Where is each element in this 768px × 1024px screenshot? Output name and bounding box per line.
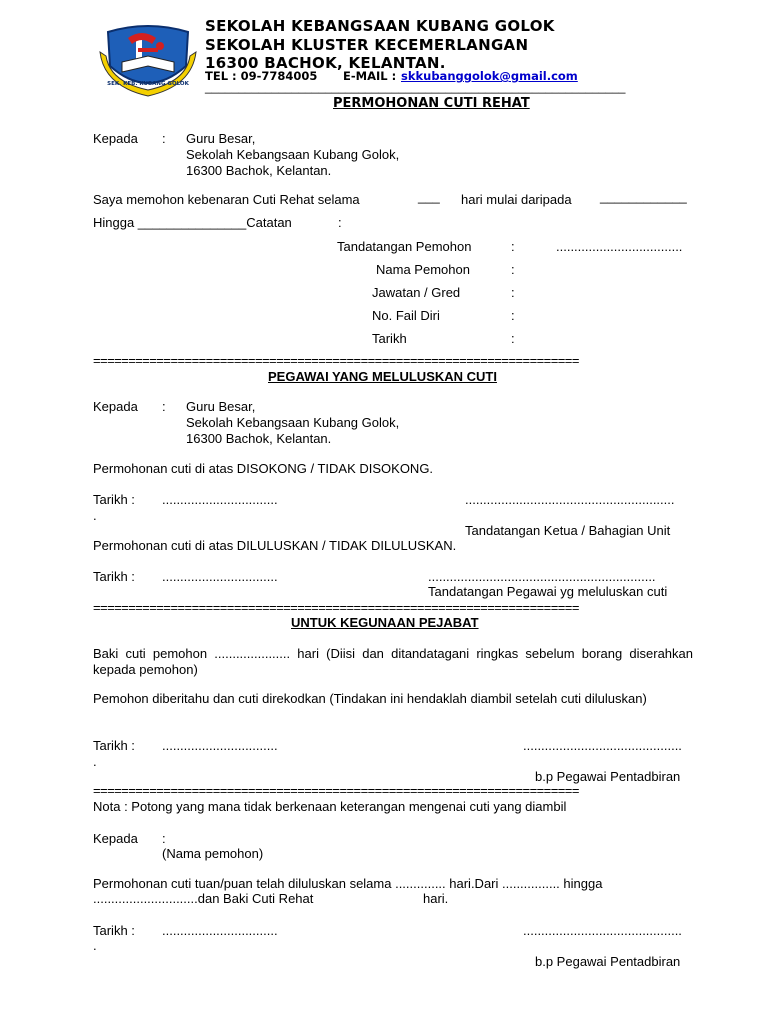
notified-text: Pemohon diberitahu dan cuti direkodkan (Tindakan ini hendaklah diambil setelah cuti diluluskan) (93, 691, 647, 706)
signature-caption: b.p Pegawai Pentadbiran (535, 769, 681, 784)
support-statement: Permohonan cuti di atas DISOKONG / TIDAK DISOKONG. (93, 461, 434, 476)
days-blank[interactable]: ___ (418, 189, 440, 204)
dot: . (93, 754, 97, 769)
signature-caption: Tandatangan Ketua / Bahagian Unit (465, 523, 671, 538)
approval-notice-line-1: Permohonan cuti tuan/puan telah diluluskan selama .............. hari.Dari ................ hingga (93, 876, 603, 891)
email-link[interactable]: skkubanggolok@gmail.com (401, 69, 578, 83)
dot: . (93, 938, 97, 953)
signature-caption: Tandatangan Pegawai yg meluluskan cuti (428, 584, 668, 599)
note-text: Nota : Potong yang mana tidak berkenaan keterangan mengenai cuti yang diambil (93, 799, 567, 814)
tarikh-label: Tarikh : (93, 923, 135, 938)
header-rule: _______________________________________________________________ (205, 80, 626, 94)
approval-statement: Permohonan cuti di atas DILULUSKAN / TIDAK DILULUSKAN. (93, 538, 457, 553)
school-name: SEKOLAH KEBANGSAAN KUBANG GOLOK (205, 17, 555, 35)
field-colon: : (511, 331, 515, 346)
kepada-colon: : (162, 131, 166, 146)
signature-dots[interactable]: ................................... (556, 239, 683, 254)
school-crest-logo (98, 22, 198, 98)
field-label-position: Jawatan / Gred (372, 285, 461, 300)
field-colon: : (511, 308, 515, 323)
email-label: E-MAIL : (343, 69, 397, 83)
request-text-2: hari mulai daripada (461, 192, 572, 207)
date-dots[interactable]: ................................ (162, 923, 278, 938)
applicant-name-placeholder: (Nama pemohon) (162, 846, 264, 861)
signature-caption: b.p Pegawai Pentadbiran (535, 954, 681, 969)
tarikh-label: Tarikh : (93, 569, 135, 584)
separator: ===================================================================== (93, 783, 579, 798)
kepada-colon: : (162, 399, 166, 414)
date-dots[interactable]: ................................ (162, 492, 278, 507)
field-colon: : (511, 262, 515, 277)
section-title-office: UNTUK KEGUNAAN PEJABAT (291, 615, 479, 630)
signature-dots[interactable]: .......................................................... (465, 492, 675, 507)
separator: ===================================================================== (93, 600, 579, 615)
kepada-label: Kepada (93, 399, 138, 414)
leave-balance-text: Baki cuti pemohon ..................... hari (Diisi dan ditandatagani ringkas sebelum borang diserahkan kepada pemohon) (93, 646, 693, 677)
hari-text: hari. (423, 891, 449, 906)
field-colon: : (511, 239, 515, 254)
hingga-catatan: Hingga _______________Catatan (93, 215, 292, 230)
form-title: PERMOHONAN CUTI REHAT (333, 96, 530, 111)
school-tel: TEL : 09-7784005 (205, 69, 318, 83)
address-line-1: Guru Besar, (186, 399, 256, 414)
address-line-1: Guru Besar, (186, 131, 256, 146)
field-label-file: No. Fail Diri (372, 308, 440, 323)
signature-dots[interactable]: ............................................ (523, 923, 682, 938)
signature-dots[interactable]: ............................................................... (428, 569, 656, 584)
kepada-colon: : (162, 831, 166, 846)
request-text: Saya memohon kebenaran Cuti Rehat selama (93, 192, 360, 207)
field-label-date: Tarikh (372, 331, 407, 346)
date-dots[interactable]: ................................ (162, 569, 278, 584)
address-line-2: Sekolah Kebangsaan Kubang Golok, (186, 415, 400, 430)
address-line-2: Sekolah Kebangsaan Kubang Golok, (186, 147, 400, 162)
address-line-3: 16300 Bachok, Kelantan. (186, 431, 332, 446)
date-dots[interactable]: ................................ (162, 738, 278, 753)
field-colon: : (511, 285, 515, 300)
start-date-blank[interactable]: ____________ (600, 189, 687, 204)
logo-text: SEK. KEB. KUBANG GOLOK (107, 81, 189, 87)
school-cluster: SEKOLAH KLUSTER KECEMERLANGAN (205, 36, 529, 54)
school-address: 16300 BACHOK, KELANTAN. (205, 54, 446, 72)
dot: . (93, 508, 97, 523)
tarikh-label: Tarikh : (93, 492, 135, 507)
catatan-colon: : (338, 215, 342, 230)
signature-dots[interactable]: ............................................ (523, 738, 682, 753)
field-label-name: Nama Pemohon (376, 262, 470, 277)
approval-notice-line-2: .............................dan Baki Cuti Rehat (93, 891, 314, 906)
separator: ===================================================================== (93, 353, 579, 368)
section-title-approver: PEGAWAI YANG MELULUSKAN CUTI (268, 369, 497, 384)
kepada-label: Kepada (93, 131, 138, 146)
kepada-label: Kepada (93, 831, 138, 846)
address-line-3: 16300 Bachok, Kelantan. (186, 163, 332, 178)
tarikh-label: Tarikh : (93, 738, 135, 753)
field-label-signature: Tandatangan Pemohon (337, 239, 472, 254)
